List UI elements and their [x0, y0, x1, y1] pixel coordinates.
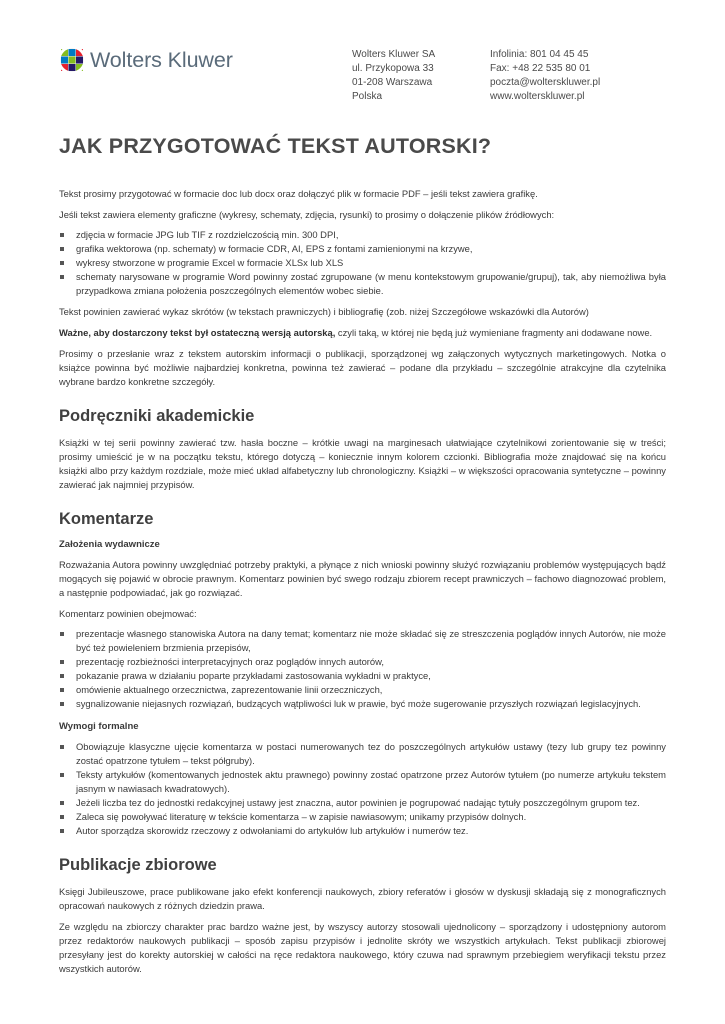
important-note — [59, 326, 666, 340]
list-item: Obowiązuje klasyczne ujęcie komentarza w postaci numerowanych tez do poszczególnych artykułów ustawy (tezy lub grupy tez powinny zostać opatrzone tytułem – tekst półgruby). — [59, 740, 666, 768]
list-item: zdjęcia w formacie JPG lub TIF z rozdzielczością min. 300 DPI, — [59, 228, 666, 242]
list-item: grafika wektorowa (np. schematy) w formacie CDR, AI, EPS z fontami zamienionymi na krzywe, — [59, 242, 666, 256]
logo — [58, 46, 233, 74]
intro-paragraph: Jeśli tekst zawiera elementy graficzne (wykresy, schematy, zdjęcia, rysunki) to prosimy o dołączenie plików źródłowych: — [59, 209, 555, 220]
section-heading-komentarze: Komentarze — [59, 510, 154, 528]
contact-line: Infolinia: 801 04 45 45 — [490, 49, 589, 60]
graphics-requirements-list — [59, 228, 666, 298]
formal-requirements-list — [59, 740, 666, 838]
list-item: wykresy stworzone w programie Excel w formacie XLSx lub XLS — [59, 256, 666, 270]
important-note-rest: czyli taką, w której nie będą już wymieniane fragmenty ani dodawane nowe. — [335, 327, 653, 338]
address-line: Wolters Kluwer SA — [352, 49, 436, 60]
contact-line: www.wolterskluwer.pl — [490, 91, 585, 102]
section-paragraph: Rozważania Autora powinny uwzględniać potrzeby praktyki, a płynące z nich wnioski powinny służyć rozwiązaniu problemów występujących bądź mogących się pojawić w obrocie prawnym. Komentarz powinien być swego rodzaju zbiorem recept prawniczych – fachowo diagnozować problem, a następnie podpowiadać, jak go rozwiązać. — [59, 559, 666, 598]
address-line: 01-208 Warszawa — [352, 77, 433, 88]
page-title: JAK PRZYGOTOWAĆ TEKST AUTORSKI? — [59, 134, 492, 158]
company-contact — [490, 48, 600, 104]
logo-text: Wolters Kluwer — [90, 47, 233, 72]
document-body — [59, 134, 666, 983]
section-paragraph: Ze względu na zbiorczy charakter prac bardzo ważne jest, by wszyscy autorzy stosowali ujednolicony – sporządzony i udostępniony autorom przez redaktorów naukowych publikacji – sposób zapisu przypisów i jednolite skróty we wszystkich artykułach. Tekst publikacji zbiorowej przesyłany jest do korekty autorskiej w całości na ręce redaktora naukowego, który czuwa nad sprawnym przebiegiem weryfikacji tekstu przez wszystkich autorów. — [59, 921, 666, 974]
list-item: schematy narysowane w programie Word powinny zostać zgrupowane (w menu kontekstowym grupowanie/grupuj), tak, aby niemożliwa była przypadkowa zmiana położenia poszczególnych elementów wobec siebie. — [59, 270, 666, 298]
list-item: Jeżeli liczba tez do jednostki redakcyjnej ustawy jest znaczna, autor powinien je pogrupować nadając tytuły poszczególnym grupom tez. — [59, 796, 666, 810]
section-paragraph: Księgi Jubileuszowe, prace publikowane jako efekt konferencji naukowych, zbiory referatów i głosów w dyskusji składają się z monograficznych opracowań naukowych z różnych dziedzin prawa. — [59, 886, 666, 911]
address-line: Polska — [352, 91, 383, 102]
list-item: sygnalizowanie niejasnych rozwiązań, budzących wątpliwości luk w prawie, być może sugerowanie przyszłych rozwiązań legislacyjnych. — [59, 697, 666, 711]
contact-line: Fax: +48 22 535 80 01 — [490, 63, 591, 74]
intro-paragraph: Tekst powinien zawierać wykaz skrótów (w tekstach prawniczych) i bibliografię (zob. niżej Szczegółowe wskazówki dla Autorów) — [59, 306, 589, 317]
contact-line: poczta@wolterskluwer.pl — [490, 77, 601, 88]
address-line: ul. Przykopowa 33 — [352, 63, 434, 74]
subheading-zalozenia: Założenia wydawnicze — [59, 539, 160, 550]
wolters-kluwer-logo-icon — [58, 46, 86, 74]
section-paragraph: Komentarz powinien obejmować: — [59, 608, 197, 619]
section-paragraph: Książki w tej serii powinny zawierać tzw. hasła boczne – krótkie uwagi na marginesach ułatwiające czytelnikowi zorientowanie się w treści; prosimy umieścić je w na początku tekstu, którego dotyczą – koniecznie innym kolorem czcionki. Bibliografia może znajdować się na końcu książki albo przy każdym rozdziale, może mieć układ alfabetyczny lub chronologiczny. Książki – w większości opracowania syntetyczne – powinny zawierać jak najmniej przypisów. — [59, 437, 666, 490]
section-heading-podreczniki: Podręczniki akademickie — [59, 407, 255, 425]
list-item: Teksty artykułów (komentowanych jednostek aktu prawnego) powinny zostać opatrzone przez Autorów tytułem (po numerze artykułu tekstem jasnym w nawiasach kwadratowych). — [59, 768, 666, 796]
letterhead — [58, 44, 685, 104]
list-item: prezentację rozbieżności interpretacyjnych oraz poglądów innych autorów, — [59, 655, 666, 669]
list-item: prezentacje własnego stanowiska Autora na dany temat; komentarz nie może składać się ze streszczenia poglądów innych Autorów, nie może być też powieleniem brzmienia przepisów, — [59, 627, 666, 655]
list-item: omówienie aktualnego orzecznictwa, zaprezentowanie linii orzeczniczych, — [59, 683, 666, 697]
intro-paragraph: Tekst prosimy przygotować w formacie doc lub docx oraz dołączyć plik w formacie PDF – jeśli tekst zawiera grafikę. — [59, 188, 538, 199]
commentary-scope-list — [59, 627, 666, 711]
important-note-bold: Ważne, aby dostarczony tekst był ostateczną wersją autorską, — [59, 327, 336, 338]
list-item: pokazanie prawa w działaniu poparte przykładami zastosowania wykładni w praktyce, — [59, 669, 666, 683]
intro-paragraph: Prosimy o przesłanie wraz z tekstem autorskim informacji o publikacji, sporządzonej wg załączonych wytycznych marketingowych. Notka o książce powinna być możliwie najbardziej konkretna, powinna też zawierać – podane dla przykładu – szczególnie atrakcyjne dla czytelnika wybrane bardzo konkretne szczegóły. — [59, 348, 666, 387]
section-heading-publikacje: Publikacje zbiorowe — [59, 856, 217, 874]
list-item: Autor sporządza skorowidz rzeczowy z odwołaniami do artykułów lub artykułów i numerów tez. — [59, 824, 666, 838]
subheading-wymogi: Wymogi formalne — [59, 721, 139, 732]
list-item: Zaleca się powoływać literaturę w tekście komentarza – w zapisie nawiasowym; unikamy przypisów dolnych. — [59, 810, 666, 824]
company-address — [352, 48, 435, 104]
